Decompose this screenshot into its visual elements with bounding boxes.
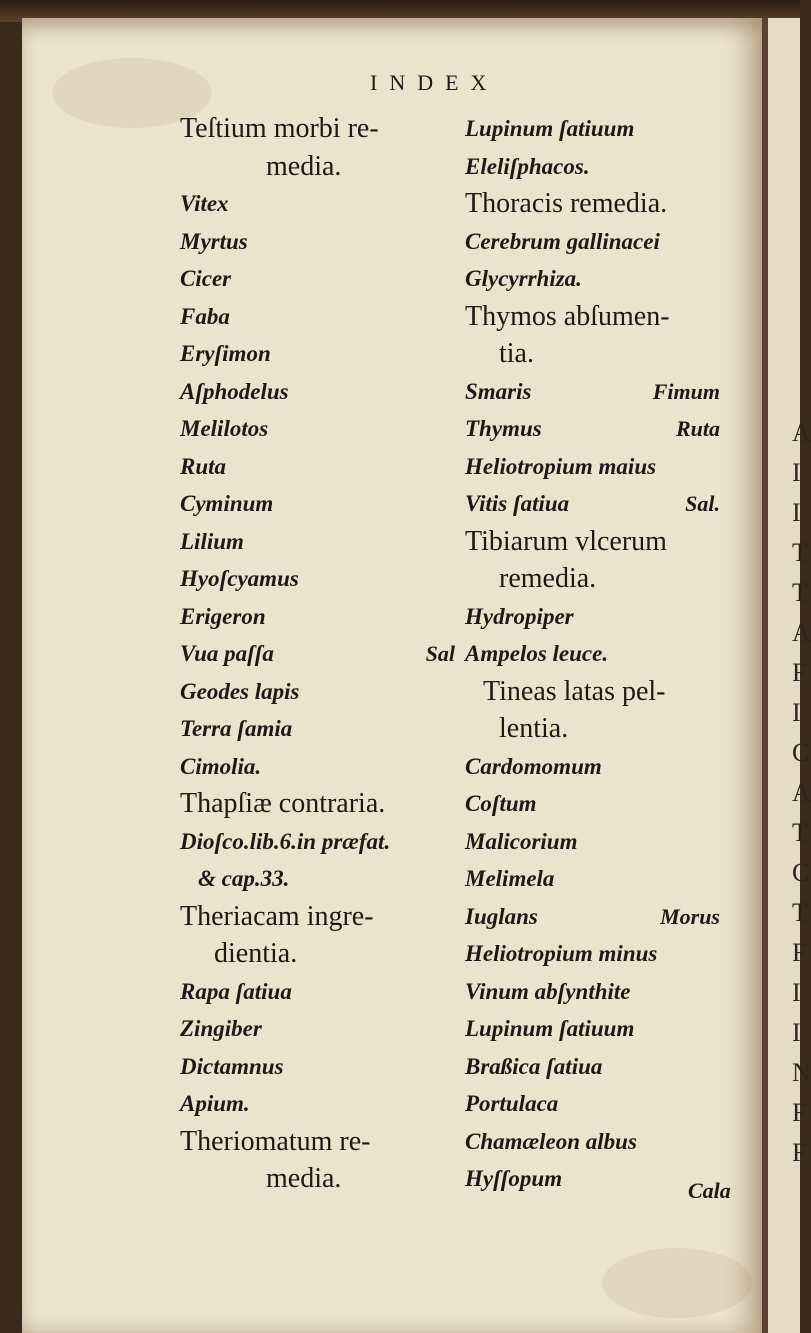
index-entry <box>180 485 455 523</box>
index-entry <box>180 1123 455 1161</box>
index-entry-text: Iuglans <box>465 903 538 929</box>
index-entry-text: Myrtus <box>180 228 248 254</box>
index-entry <box>180 1048 455 1086</box>
facing-page-letter: I <box>792 458 801 487</box>
index-entry <box>180 860 455 898</box>
index-entry-text: Lupinum ſatiuum <box>465 116 635 141</box>
index-entry-text: Dictamnus <box>180 1053 284 1079</box>
index-entry <box>180 260 455 298</box>
index-entry-secondary: Sal. <box>685 491 720 516</box>
index-entry-text: Cyminum <box>180 491 274 516</box>
index-entry <box>180 335 455 373</box>
index-entry <box>465 298 720 336</box>
index-entry <box>465 823 720 861</box>
index-entry <box>180 148 455 186</box>
index-entry <box>180 223 455 261</box>
facing-page-letter: I <box>792 698 801 727</box>
index-entry-text: Faba <box>180 303 230 329</box>
index-entry <box>180 185 455 223</box>
index-entry-text: Chamæleon albus <box>465 1128 637 1154</box>
index-entry <box>180 523 455 561</box>
index-entry <box>465 260 720 298</box>
index-entry-text: Rapa ſatiua <box>180 978 292 1004</box>
index-entry <box>465 1160 720 1198</box>
index-entry-text: Vua paſſa <box>180 641 274 666</box>
index-entry-text: Tibiarum vlcerum <box>465 525 667 557</box>
index-entry-text: Terra ſamia <box>180 716 293 741</box>
index-entry-secondary: Morus <box>660 903 720 929</box>
index-entry-text: Hyſſopum <box>465 1166 563 1191</box>
index-entry-text: & cap.33. <box>198 866 290 891</box>
facing-page-letter: T <box>792 898 808 927</box>
index-entry-secondary: Sal <box>425 641 455 666</box>
index-entry <box>465 373 720 411</box>
index-entry-text: Heliotropium maius <box>465 453 657 479</box>
index-entry <box>465 560 720 598</box>
index-entry <box>465 935 720 973</box>
index-entry-text: Thoracis remedia. <box>465 188 668 219</box>
index-entry-text: Vinum abſynthite <box>465 978 631 1004</box>
index-entry-text: lentia. <box>499 713 569 744</box>
index-entry-text: Zingiber <box>180 1016 262 1041</box>
index-entry <box>465 1010 720 1048</box>
index-entry-text: Vitex <box>180 191 229 216</box>
index-entry <box>180 710 455 748</box>
index-entry <box>180 598 455 636</box>
index-entry-text: Malicorium <box>465 828 578 854</box>
running-head: INDEX <box>370 70 499 95</box>
index-entry-text: Eryſimon <box>180 341 271 366</box>
index-entry <box>465 223 720 261</box>
facing-page-letter: I <box>792 1018 801 1047</box>
index-entry-text: Aſphodelus <box>180 378 289 404</box>
page-stain <box>602 1248 752 1318</box>
index-entry <box>180 373 455 411</box>
index-entry <box>465 1123 720 1161</box>
index-entry <box>180 1085 455 1123</box>
index-entry-text: Vitis ſatiua <box>465 491 570 516</box>
index-entry-text: Portulaca <box>465 1091 559 1116</box>
index-entry-text: Teſtium morbi re- <box>180 113 379 144</box>
index-entry <box>180 448 455 486</box>
index-entry-text: Theriomatum re- <box>180 1125 371 1157</box>
index-entry-text: Thymus <box>465 416 542 441</box>
facing-page-letter: A <box>792 418 811 447</box>
index-entry <box>465 748 720 786</box>
index-entry <box>465 410 720 448</box>
index-entry <box>465 898 720 936</box>
index-entry <box>465 110 720 148</box>
facing-page-letter: I <box>792 498 801 527</box>
index-entry-text: Thapſiæ contraria. <box>180 788 386 819</box>
index-entry <box>180 823 455 861</box>
index-entry <box>465 335 720 373</box>
index-entry <box>180 898 455 936</box>
index-entry <box>465 1085 720 1123</box>
index-entry <box>180 973 455 1011</box>
index-entry-text: media. <box>266 150 342 182</box>
index-entry-text: Eleliſphacos. <box>465 153 590 179</box>
index-entry-text: Cardomomum <box>465 753 602 779</box>
index-entry-text: media. <box>266 1163 342 1194</box>
index-entry-text: Ruta <box>180 453 227 479</box>
facing-page-letter: C <box>792 858 810 887</box>
index-entry <box>180 560 455 598</box>
index-entry <box>465 673 720 711</box>
index-entry-text: Geodes lapis <box>180 678 300 704</box>
index-entry <box>465 785 720 823</box>
index-entry <box>465 148 720 186</box>
index-column-left <box>180 110 455 1198</box>
facing-page-letter: A <box>792 618 811 647</box>
index-entry-text: Thymos abſumen- <box>465 300 670 332</box>
index-entry-text: Heliotropium minus <box>465 941 658 966</box>
index-entry-secondary: Fimum <box>652 378 720 404</box>
index-entry <box>465 860 720 898</box>
index-entry <box>465 710 720 748</box>
facing-page-letter: T <box>792 818 808 847</box>
index-entry-text: remedia. <box>499 563 597 594</box>
index-entry-text: Cicer <box>180 266 232 291</box>
facing-page-letter: I <box>792 978 801 1007</box>
index-column-right <box>465 110 720 1198</box>
index-entry <box>180 785 455 823</box>
facing-page-letter: F <box>792 1138 807 1167</box>
index-entry <box>180 110 455 148</box>
index-entry-text: Melilotos <box>180 416 269 441</box>
index-entry <box>180 673 455 711</box>
index-entry-text: Ampelos leuce. <box>465 641 609 666</box>
index-entry <box>465 973 720 1011</box>
facing-page-letter: F <box>792 938 807 967</box>
index-entry-text: Theriacam ingre- <box>180 900 374 932</box>
index-entry-text: Tineas latas pel- <box>483 675 666 707</box>
index-entry-text: Hydropiper <box>465 603 574 629</box>
index-entry-text: Dioſco.lib.6.in præfat. <box>180 828 391 854</box>
index-entry-text: Lilium <box>180 528 244 554</box>
index-entry-text: Erigeron <box>180 603 266 629</box>
index-entry <box>465 598 720 636</box>
index-entry-text: Melimela <box>465 866 555 891</box>
index-entry <box>465 635 720 673</box>
index-entry <box>465 485 720 523</box>
index-entry-text: Apium. <box>180 1091 250 1116</box>
facing-page-letter: N <box>792 1058 811 1087</box>
index-entry <box>180 935 455 973</box>
index-entry-text: Cimolia. <box>180 753 262 779</box>
index-entry-text: Smaris <box>465 378 532 404</box>
facing-page-letter: A <box>792 778 811 807</box>
index-entry <box>180 410 455 448</box>
index-entry-text: Coſtum <box>465 791 537 816</box>
catchword: Cala <box>688 1178 731 1203</box>
index-entry-text: Lupinum ſatiuum <box>465 1016 635 1041</box>
index-entry-text: Braßica ſatiua <box>465 1053 603 1079</box>
index-entry-text: dientia. <box>214 938 298 969</box>
index-entry <box>180 1160 455 1198</box>
index-entry <box>180 1010 455 1048</box>
index-entry-text: Glycyrrhiza. <box>465 266 582 291</box>
index-entry-text: Cerebrum gallinacei <box>465 228 660 254</box>
index-entry <box>465 185 720 223</box>
index-entry <box>180 298 455 336</box>
facing-page-letter: T <box>792 578 808 607</box>
index-entry-text: tia. <box>499 338 534 369</box>
index-entry-text: Hyoſcyamus <box>180 566 299 591</box>
facing-page-letter: C <box>792 738 810 767</box>
index-entry <box>180 748 455 786</box>
facing-page-letter: F <box>792 1098 807 1127</box>
index-entry <box>465 523 720 561</box>
facing-page-letter: F <box>792 658 807 687</box>
facing-page-letter: T <box>792 538 808 567</box>
index-entry <box>180 635 455 673</box>
index-entry <box>465 448 720 486</box>
index-entry <box>465 1048 720 1086</box>
facing-page-edge <box>768 18 811 1333</box>
index-entry-secondary: Ruta <box>675 416 720 441</box>
